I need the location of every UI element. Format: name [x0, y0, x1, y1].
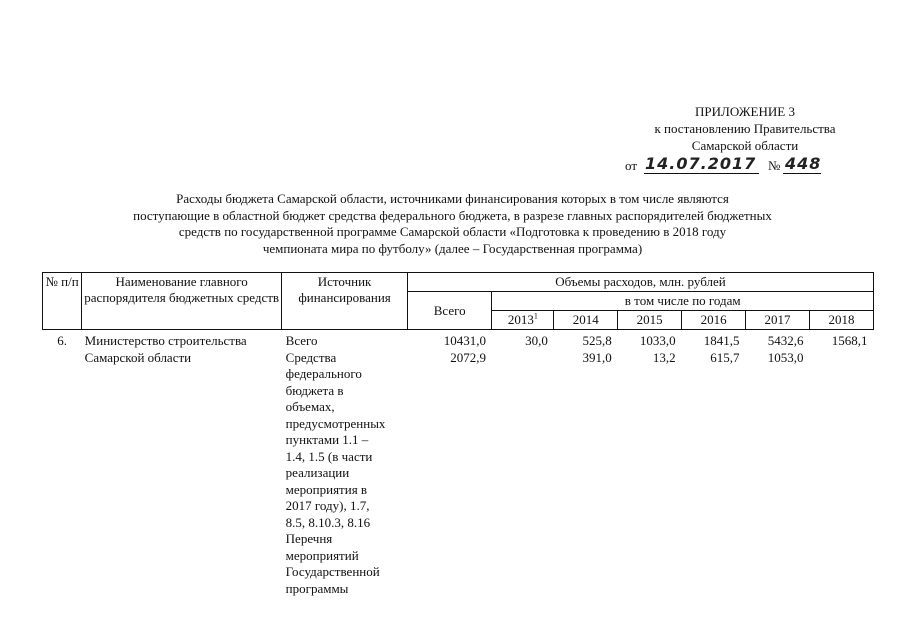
- header-year-2014: 2014: [554, 311, 618, 330]
- heading-line-4: чемпионата мира по футболу» (далее – Государственная программа): [262, 240, 643, 256]
- table-row: [43, 330, 874, 350]
- number-label: №: [768, 158, 781, 173]
- cell-2013: 30,0: [525, 333, 548, 348]
- decree-date-line: [625, 154, 825, 176]
- header-by-years: в том числе по годам: [492, 292, 874, 311]
- cell-2017: 1053,0: [767, 349, 804, 365]
- appendix-block: [600, 103, 890, 154]
- cell-2016: 615,7: [710, 349, 740, 365]
- header-source: Источник финансирования: [282, 273, 408, 330]
- appendix-line-decree: к постановлению Правительства: [654, 121, 836, 136]
- cell-2018: [809, 350, 873, 598]
- cell-2017: 5432,6: [767, 333, 804, 348]
- row-name: Министерство строительства: [84, 333, 247, 348]
- cell-2015: 1033,0: [639, 333, 676, 348]
- header-year-2017: 2017: [746, 311, 810, 330]
- table-row: [43, 350, 874, 598]
- cell-total: 10431,0: [443, 333, 486, 348]
- cell-2016: 1841,5: [703, 333, 740, 348]
- appendix-title: ПРИЛОЖЕНИЕ 3: [695, 104, 795, 119]
- decree-date: 14.07.2017: [645, 154, 757, 173]
- expenditure-table: [42, 272, 874, 597]
- cell-2013: [492, 350, 554, 598]
- header-volumes: Объемы расходов, млн. рублей: [407, 273, 873, 292]
- cell-2014: 391,0: [582, 349, 612, 365]
- number-underline: [783, 173, 821, 174]
- header-year-2016: 2016: [682, 311, 746, 330]
- appendix-line-region: Самарской области: [691, 138, 799, 153]
- heading-line-1: Расходы бюджета Самарской области, источниками финансирования которых в том числе являются: [176, 191, 729, 206]
- cell-2014: 525,8: [582, 333, 612, 348]
- header-year-2018: 2018: [809, 311, 873, 330]
- row-source: Всего: [285, 333, 318, 348]
- document-heading: [30, 191, 875, 257]
- cell-2015: 13,2: [652, 349, 676, 365]
- header-num: № п/п: [43, 273, 82, 330]
- header-year-2015: 2015: [618, 311, 682, 330]
- header-year-2013: 2013$^1$: [492, 311, 554, 330]
- cell-total: 2072,9: [450, 349, 486, 365]
- heading-line-3: средств по государственной программе Самарской области «Подготовка к проведению в 2018 году: [178, 224, 727, 239]
- row-number: 6.: [57, 333, 67, 348]
- footnote-mark: 1: [533, 311, 538, 321]
- cell-2018: 1568,1: [831, 333, 868, 348]
- heading-line-2: поступающие в областной бюджет средства федерального бюджета, в разрезе главных распорядителей бюджетных: [133, 207, 772, 223]
- header-total: Всего: [407, 292, 492, 330]
- row-name-continued: Самарской области: [84, 349, 192, 365]
- date-from-label: от: [625, 158, 638, 173]
- decree-number: 448: [785, 154, 822, 173]
- header-name: Наименование главного распорядителя бюджетных средств: [82, 273, 282, 330]
- date-underline: [644, 173, 759, 174]
- row-source-federal: Средства федерального бюджета в объемах, предусмотренных пунктами 1.1 – 1.4, 1.5 (в части реализации мероприятия в 2017 году), 1.7, 8.5, 8.10.3, 8.16 Перечня мероприятий Государственной программы: [285, 349, 386, 596]
